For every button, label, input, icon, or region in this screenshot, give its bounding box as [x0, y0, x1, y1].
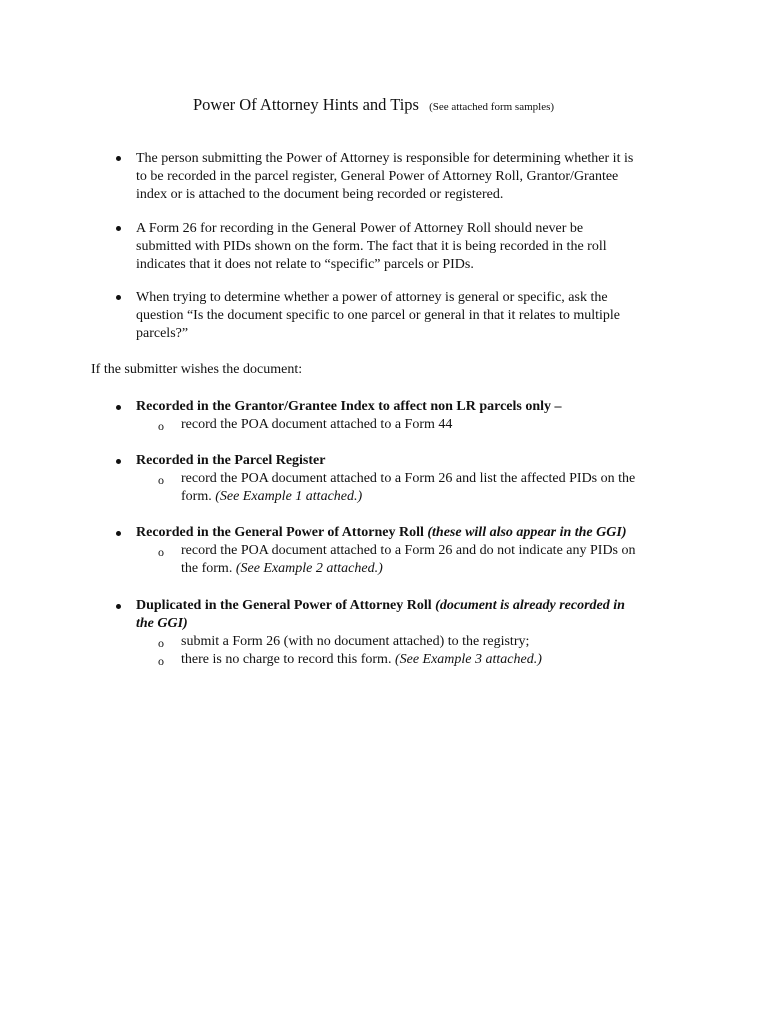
heading-note: (document is already recorded in	[435, 598, 625, 613]
text-segment: the form.	[181, 561, 233, 577]
example-reference: (See Example 3 attached.)	[394, 652, 542, 667]
bullet-marker	[115, 294, 123, 302]
section-1-item-1	[181, 416, 701, 434]
bullet-marker	[115, 530, 123, 538]
bullet-marker	[115, 603, 123, 611]
section-3-heading	[136, 524, 696, 542]
text-line: The person submitting the Power of Attorney is responsible for determining whether it is	[136, 151, 634, 166]
sub-bullet-marker: o	[158, 419, 164, 433]
section-2-item-1	[181, 470, 701, 506]
heading-text: Recorded in the General Power of Attorney Roll	[136, 525, 424, 540]
bullet-marker	[115, 225, 123, 233]
heading-text: Recorded in the Grantor/Grantee Index to affect non LR parcels only –	[136, 399, 562, 414]
heading-text: Recorded in the Parcel Register	[136, 453, 326, 468]
text-line: submitted with PIDs shown on the form. The fact that it is being recorded in the roll	[136, 239, 607, 255]
example-reference: (See Example 1 attached.)	[215, 489, 363, 505]
text-line: A Form 26 for recording in the General Power of Attorney Roll should never be	[136, 221, 584, 236]
section-3-item-1	[181, 542, 701, 578]
text-line: record the POA document attached to a Form 44	[181, 417, 453, 432]
text-line: index or is attached to the document being recorded or registered.	[136, 187, 504, 203]
text-line: to be recorded in the parcel register, General Power of Attorney Roll, Grantor/Grantee	[136, 169, 619, 185]
section-1-heading	[136, 398, 696, 416]
bullet-marker	[115, 404, 123, 412]
text-segment: there is no charge to record this form.	[181, 652, 392, 667]
heading-text: Duplicated in the General Power of Attorney Roll	[136, 598, 432, 613]
section-4-item-1	[181, 633, 701, 651]
sub-bullet-marker: o	[158, 473, 164, 487]
text-line: indicates that it does not relate to “specific” parcels or PIDs.	[136, 257, 474, 273]
text-line	[136, 615, 696, 633]
text-line	[181, 488, 701, 506]
text-line: parcels?”	[136, 326, 189, 342]
text-line: submit a Form 26 (with no document attached) to the registry;	[181, 634, 530, 649]
text-line: record the POA document attached to a Form 26 and do not indicate any PIDs on	[181, 543, 636, 558]
sub-bullet-marker: o	[158, 654, 164, 668]
text-line: record the POA document attached to a Form 26 and list the affected PIDs on the	[181, 471, 636, 486]
bullet-marker	[115, 155, 123, 163]
example-reference: (See Example 2 attached.)	[235, 561, 383, 577]
text-line: question “Is the document specific to one parcel or general in that it relates to multiple	[136, 308, 621, 324]
text-line: When trying to determine whether a power of attorney is general or specific, ask the	[136, 290, 608, 305]
text-line	[136, 597, 696, 615]
bullet-marker	[115, 458, 123, 466]
intro-line: If the submitter wishes the document:	[91, 362, 303, 377]
title-note: (See attached form samples)	[429, 101, 555, 113]
sub-bullet-marker: o	[158, 636, 164, 650]
heading-note: the GGI)	[136, 616, 188, 632]
section-4-heading	[136, 597, 696, 633]
title-text: Power Of Attorney Hints and Tips	[193, 95, 419, 114]
section-4-item-2	[181, 651, 701, 669]
heading-note: (these will also appear in the GGI)	[427, 525, 627, 540]
text-segment: form.	[181, 489, 212, 505]
intro-bullet-3	[136, 289, 696, 344]
intro-bullet-2	[136, 220, 696, 275]
page-title	[193, 95, 554, 115]
text-line	[181, 560, 701, 578]
section-2-heading	[136, 452, 696, 470]
sub-bullet-marker: o	[158, 545, 164, 559]
intro-bullet-1	[136, 150, 696, 205]
text-line	[181, 651, 701, 669]
